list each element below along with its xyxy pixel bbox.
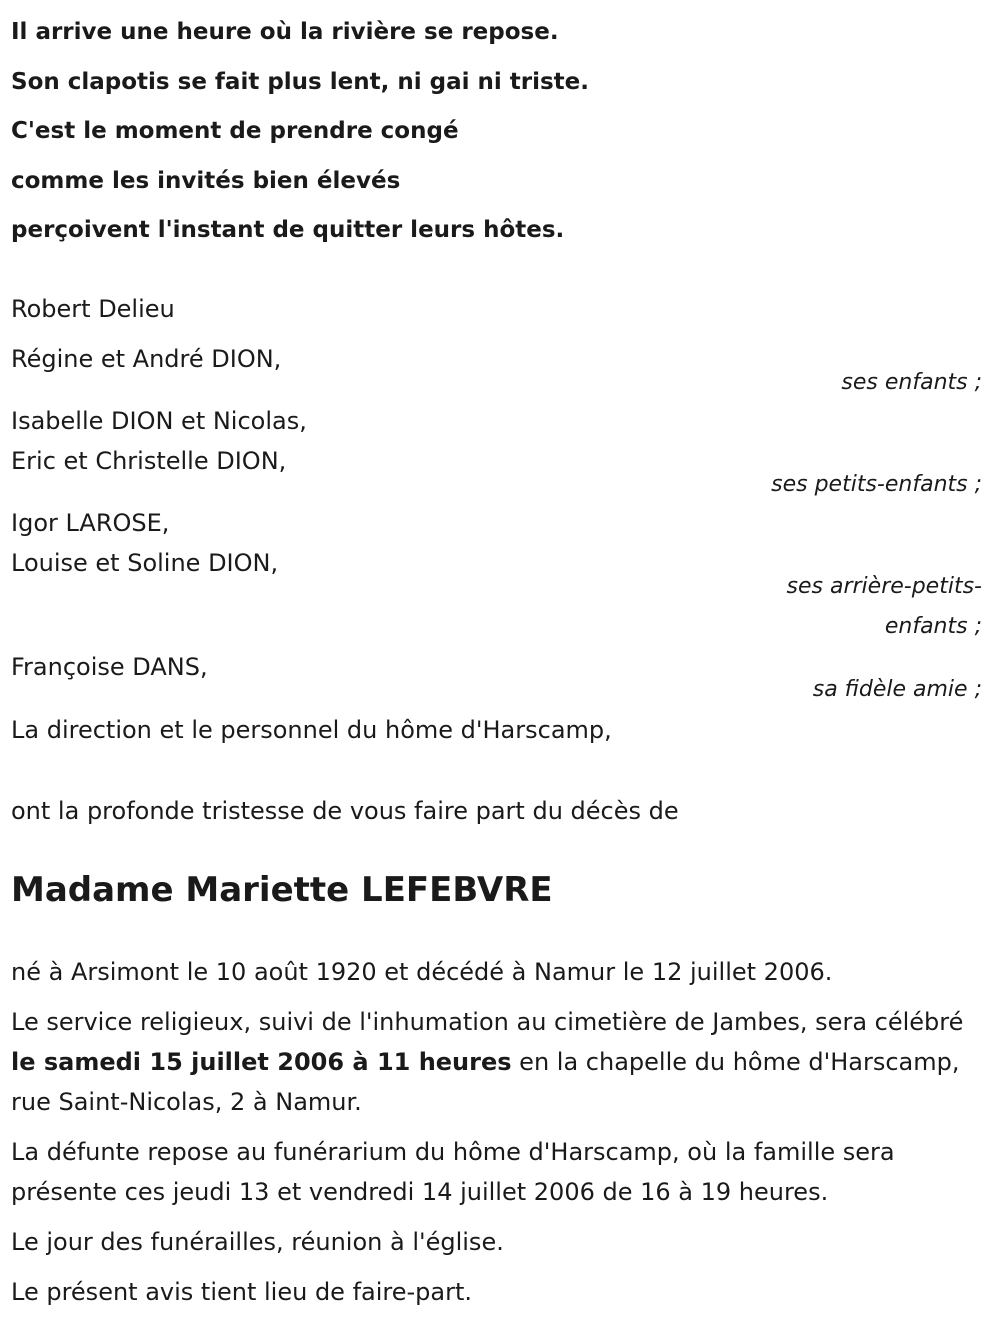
- poem: [11, 8, 990, 256]
- service-text-part: en la chapelle du hôme d'Harscamp, rue Saint-Nicolas, 2 à Namur.: [11, 1047, 960, 1116]
- family-member-name: Isabelle DION et Nicolas,: [11, 406, 307, 435]
- family-member-name: Françoise DANS,: [11, 652, 208, 681]
- service-date: le samedi 15 juillet 2006 à 11 heures: [11, 1047, 512, 1076]
- repose-text: La défunte repose au funérarium du hôme d'Harscamp, où la famille sera présente ces jeudi 13 et vendredi 14 juillet 2006 de 16 à 19 heures.: [11, 1137, 895, 1206]
- relation-label: ses enfants ;: [841, 369, 982, 395]
- birth-death-text: né à Arsimont le 10 août 1920 et décédé à Namur le 12 juillet 2006.: [11, 957, 833, 986]
- poem-line: Il arrive une heure où la rivière se repose.: [11, 19, 559, 45]
- family-member-name: Louise et Soline DION,: [11, 548, 279, 577]
- poem-line: perçoivent l'instant de quitter leurs hôtes.: [11, 217, 565, 243]
- relation-label: ses arrière-petits-: [786, 573, 982, 599]
- funeral-details: [11, 952, 990, 1312]
- poem-line: comme les invités bien élevés: [11, 167, 401, 194]
- poem-line: C'est le moment de prendre congé: [11, 118, 459, 144]
- family-member-name: Eric et Christelle DION,: [11, 446, 287, 475]
- notice-text: Le présent avis tient lieu de faire-part.: [11, 1277, 473, 1306]
- relation-label: enfants ;: [884, 613, 982, 639]
- poem-line: Son clapotis se fait plus lent, ni gai ni triste.: [11, 68, 589, 95]
- family-member-name: Igor LAROSE,: [11, 508, 170, 537]
- family-member-name: La direction et le personnel du hôme d'Harscamp,: [11, 715, 612, 744]
- relation-label: ses petits-enfants ;: [771, 471, 982, 497]
- deceased-name: Madame Mariette LEFEBVRE: [11, 869, 553, 910]
- family-member-name: Robert Delieu: [11, 294, 175, 323]
- funeral-day-text: Le jour des funérailles, réunion à l'église.: [11, 1227, 504, 1256]
- announcement-text: ont la profonde tristesse de vous faire part du décès de: [11, 796, 679, 825]
- service-text: [11, 1002, 990, 1122]
- family-list: [11, 289, 990, 750]
- service-text-part: Le service religieux, suivi de l'inhumation au cimetière de Jambes, sera célébré: [11, 1007, 964, 1036]
- relation-label: sa fidèle amie ;: [812, 676, 982, 702]
- family-member-name: Régine et André DION,: [11, 344, 282, 373]
